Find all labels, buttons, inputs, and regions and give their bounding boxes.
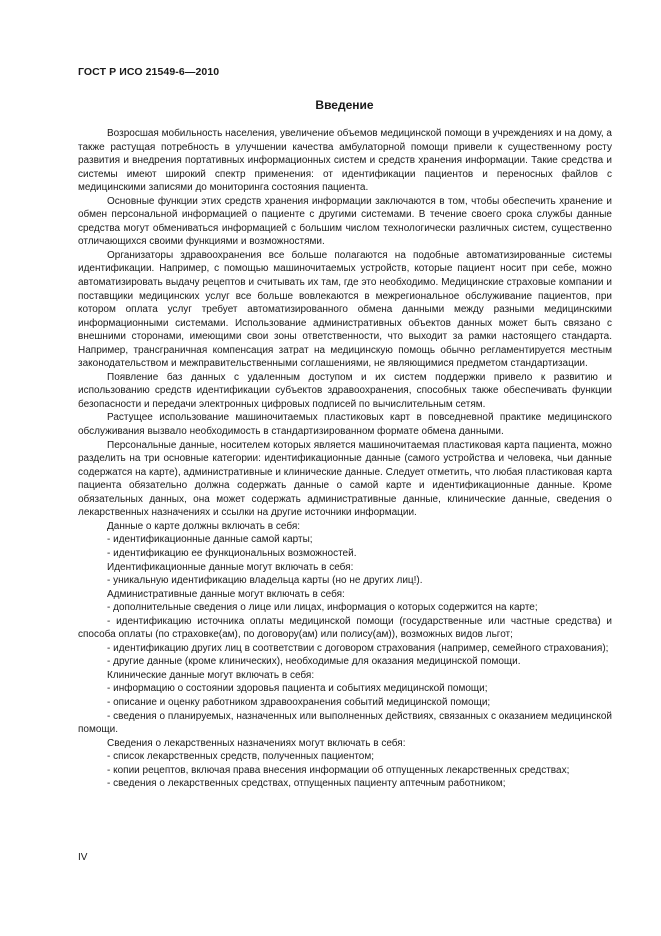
list-item: - дополнительные сведения о лице или лицах, информация о которых содержится на карте;: [107, 602, 538, 614]
paragraph: Персональные данные, носителем которых является машиночитаемая пластиковая карта пациента, можно разделить на три основные категории: идентификационные данные (самого устройства и человека, чьи данные содержатся на карте), административные и клинические данные. Следует отметить, что любая пластиковая карта пациента обязательно должна содержать данные о самой карте и идентификационные данные. Кроме обязательных данных, она может содержать административные данные, клинические данные, сведения о лекарственных назначениях и ссылки на другие источники информации.: [78, 439, 612, 519]
page-number: IV: [78, 852, 88, 863]
paragraph: Появление баз данных с удаленным доступом и их систем поддержки привело к развитию и использованию средств идентификации субъектов здравоохранения, способных также обеспечивать функции безопасности и передачи электронных цифровых подписей по вычислительным сетям.: [78, 371, 612, 410]
list-item: - идентификационные данные самой карты;: [107, 534, 313, 546]
paragraph: Организаторы здравоохранения все больше полагаются на подобные автоматизированные системы идентификации. Например, с помощью машиночитаемых устройств, которые пациент носит при себе, можно автоматизировать выдачу рецептов и считывать их там, где это необходимо. Медицинские страховые компании и поставщики медицинских услуг все больше вовлекаются в межрегиональное обслуживание пациентов, при котором оплата услуг требует автоматизированного обмена данными между разными медицинскими информационными системами. Использование административных объектов данных может быть связано с внешними сторонами, имеющими свои зоны ответственности, что выходит за рамки настоящего стандарта. Например, трансграничная компенсация затрат на медицинскую помощь обычно регламентируется местным законодательством и межправительственными соглашениями, не являющимися предметом стандартизации.: [78, 249, 612, 370]
list-item: - идентификацию ее функциональных возможностей.: [107, 547, 357, 559]
paragraph: Возросшая мобильность населения, увеличение объемов медицинской помощи в учреждениях и на дому, а также растущая потребность в улучшении качества амбулаторной помощи привели к существенному росту развития и внедрения портативных информационных систем и средств хранения информации. Такие средства и системы имеют широкий спектр применения: от идентификации пациентов и переносных файлов с медицинскими записями до мониторинга состояния пациента.: [78, 128, 612, 194]
paragraph: Административные данные могут включать в себя:: [107, 588, 345, 600]
paragraph: Клинические данные могут включать в себя:: [107, 669, 315, 681]
paragraph: Растущее использование машиночитаемых пластиковых карт в повседневной практике медицинского обслуживания вызвало необходимость в стандартизированном формате обмена данными.: [78, 412, 612, 438]
list-item: - другие данные (кроме клинических), необходимые для оказания медицинской помощи.: [107, 656, 521, 668]
list-item: - список лекарственных средств, полученных пациентом;: [107, 751, 375, 763]
list-item: - идентификацию источника оплаты медицинской помощи (государственные или частные средства) и способа оплаты (по страховке(ам), по договору(ам) или полису(ам)), возможных видов льгот;: [78, 615, 612, 641]
list-item: - описание и оценку работником здравоохранения событий медицинской помощи;: [107, 696, 491, 708]
list-item: - копии рецептов, включая права внесения информации об отпущенных лекарственных средствах;: [107, 764, 570, 776]
list-item: - сведения о лекарственных средствах, отпущенных пациенту аптечным работником;: [107, 778, 506, 790]
paragraph: Данные о карте должны включать в себя:: [107, 520, 301, 532]
paragraph: Основные функции этих средств хранения информации заключаются в том, чтобы обеспечить хранение и обмен персональной информацией о пациенте с другими системами. В течение своего срока службы данные средства могут обмениваться информацией с большим числом технологически различных систем, существенно отличающихся своими функциями и возможностями.: [78, 195, 612, 248]
paragraph: Сведения о лекарственных назначениях могут включать в себя:: [107, 737, 406, 749]
document-header: ГОСТ Р ИСО 21549-6—2010: [78, 66, 220, 78]
body-text: [78, 127, 612, 791]
list-item: - идентификацию других лиц в соответствии с договором страхования (например, семейного страхования);: [107, 642, 609, 654]
section-title: Введение: [315, 98, 374, 112]
list-item: - сведения о планируемых, назначенных или выполненных действиях, связанных с оказанием медицинской помощи.: [78, 710, 612, 736]
paragraph: Идентификационные данные могут включать в себя:: [107, 561, 354, 573]
list-item: - информацию о состоянии здоровья пациента и событиях медицинской помощи;: [107, 683, 488, 695]
list-item: - уникальную идентификацию владельца карты (но не других лиц!).: [107, 575, 423, 587]
